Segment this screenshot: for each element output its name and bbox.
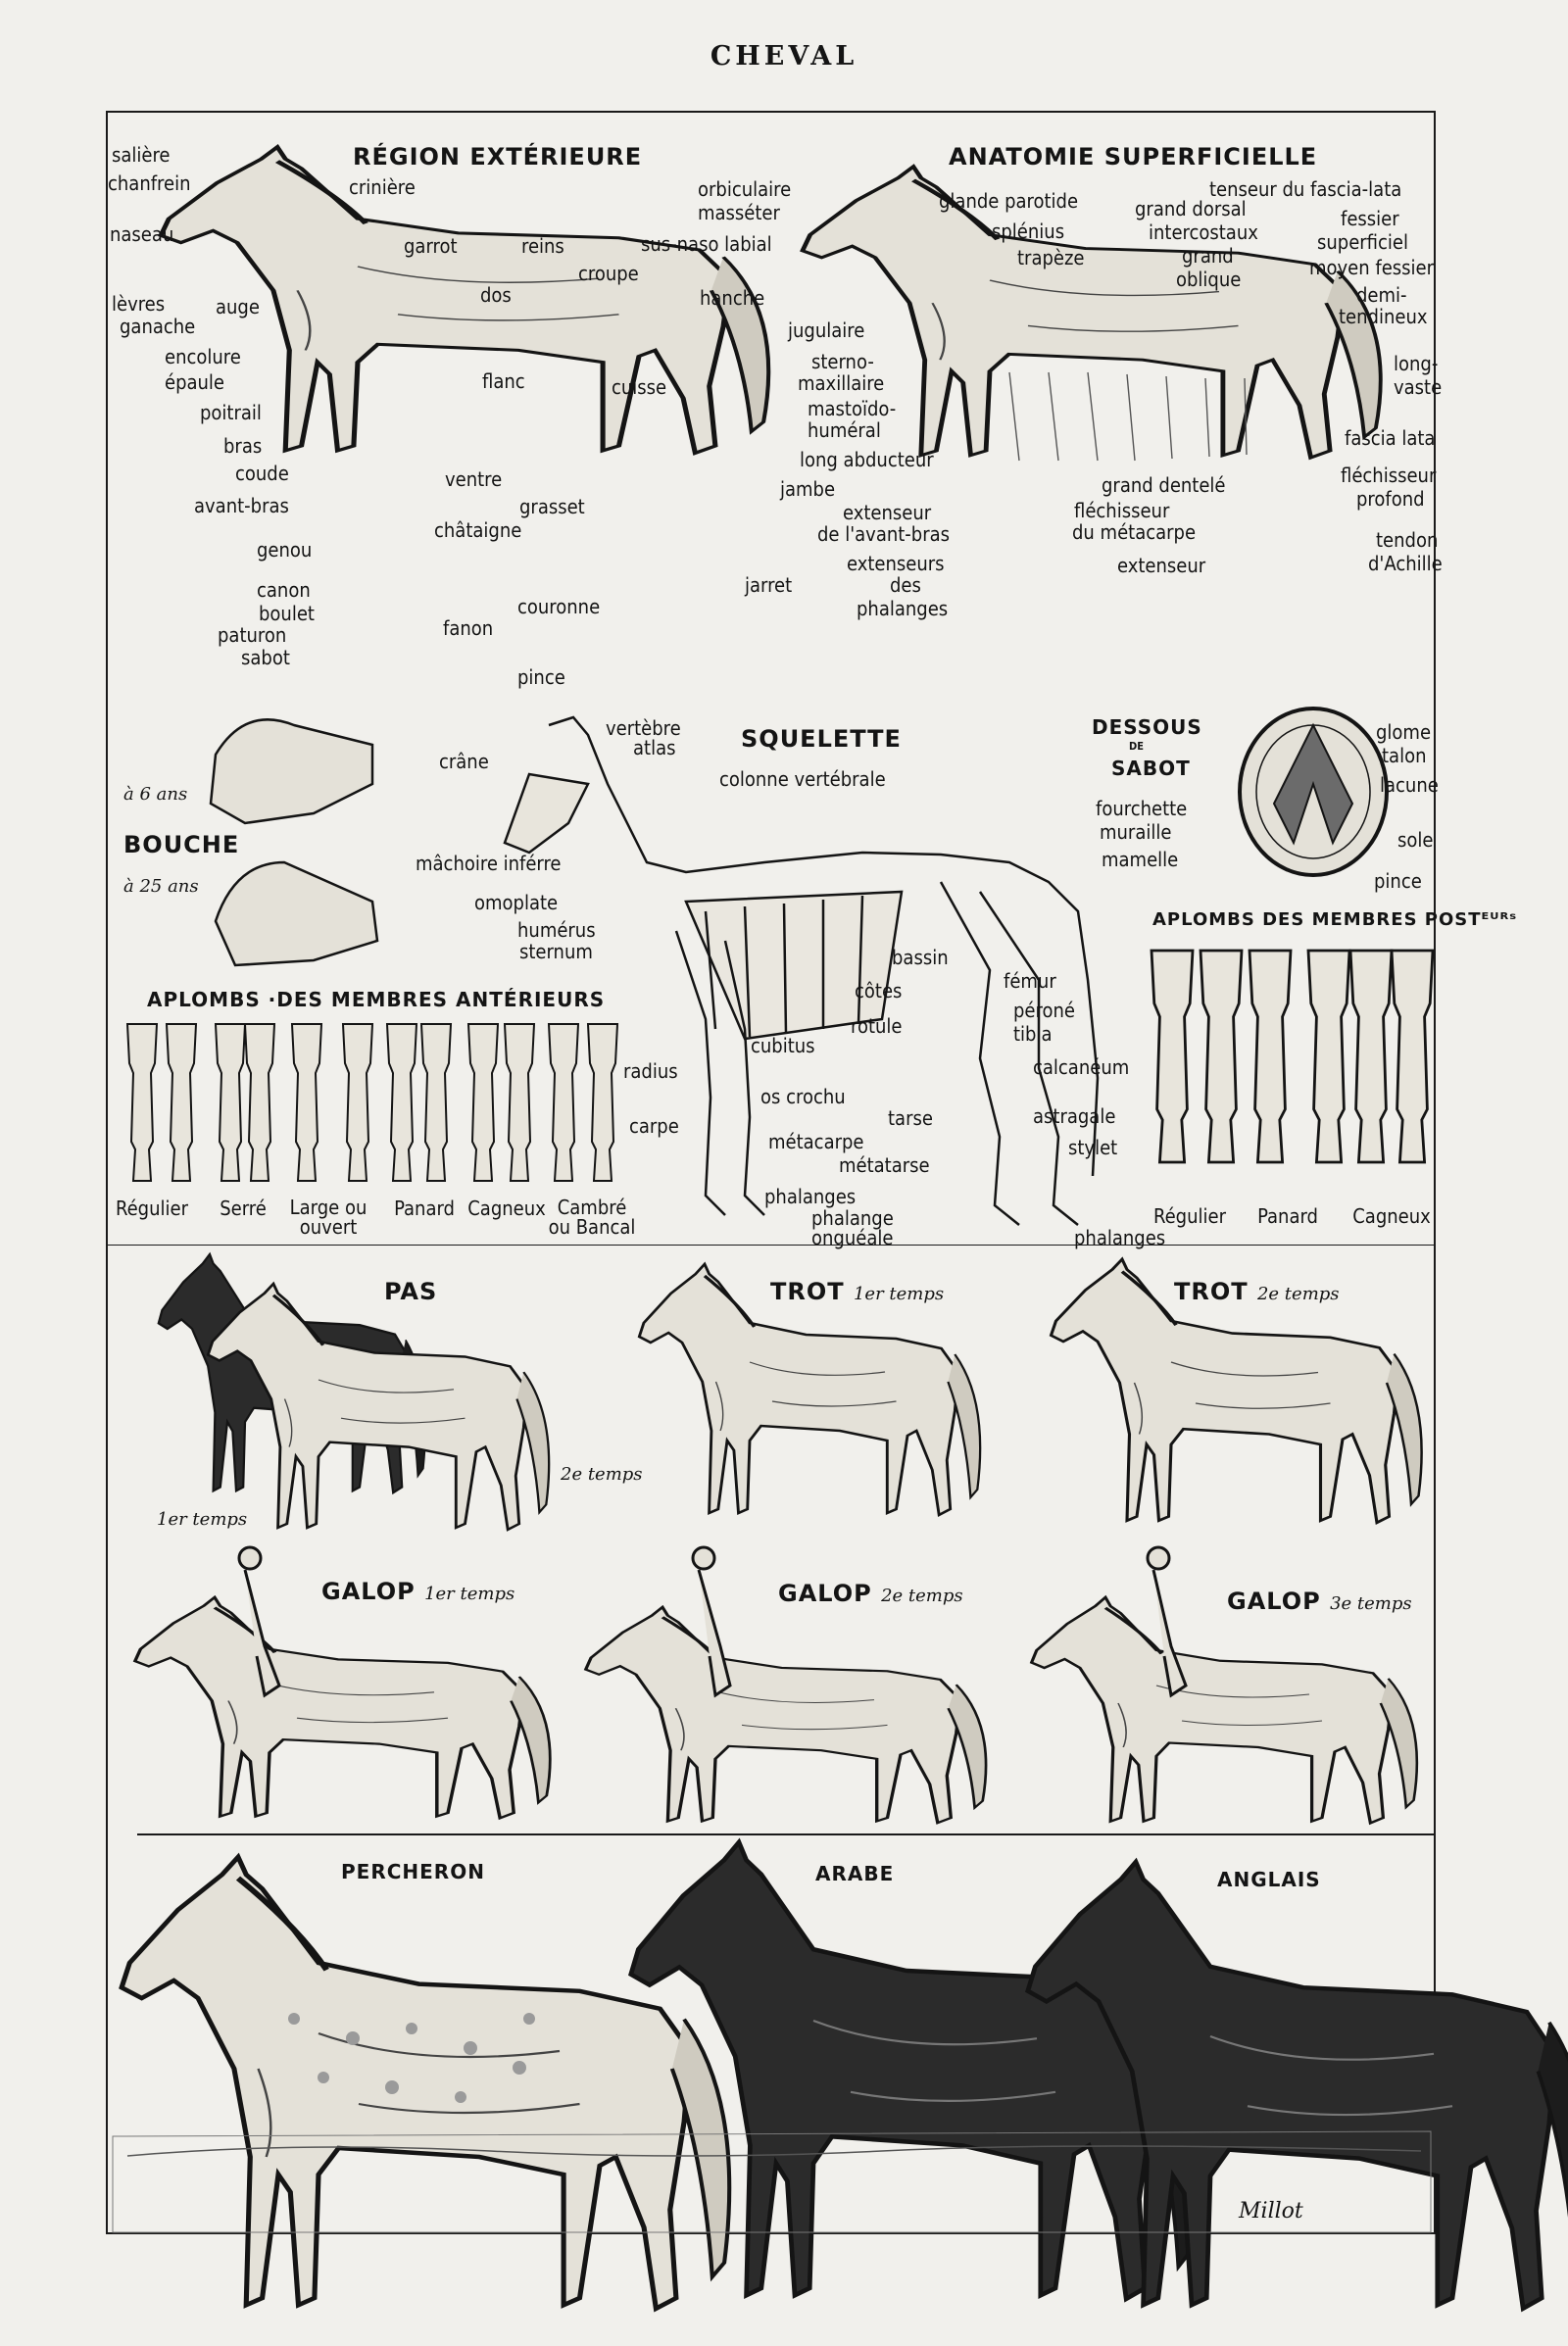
label-profond: profond <box>1356 487 1425 511</box>
gait-galop-t2: 2e temps <box>881 1586 963 1606</box>
label-epaule: épaule <box>165 370 225 394</box>
label-cubitus: cubitus <box>751 1034 815 1057</box>
label-garrot: garrot <box>404 234 458 258</box>
gait-trot-2-heading <box>1174 1278 1340 1305</box>
label-long: long- <box>1394 352 1439 375</box>
label-os-crochu: os crochu <box>760 1085 846 1108</box>
label-moyen-fessier: moyen fessier <box>1309 256 1434 279</box>
label-extenseur-2: extenseur <box>1117 554 1206 577</box>
label-hanche: hanche <box>700 286 765 310</box>
label-de-lavant-bras: de l'avant-bras <box>817 522 951 546</box>
mouth-age-6: à 6 ans <box>123 784 188 805</box>
label-lacune: lacune <box>1380 773 1439 797</box>
label-chataigne: châtaigne <box>434 518 522 542</box>
label-fourchette: fourchette <box>1096 797 1188 820</box>
label-tendineux: tendineux <box>1339 305 1428 328</box>
label-grasset: grasset <box>519 495 585 518</box>
label-extenseurs: extenseurs <box>847 552 945 575</box>
label-jarret: jarret <box>745 573 793 597</box>
gait-trot-t1: 1er temps <box>853 1284 945 1304</box>
label-ganache: ganache <box>120 315 196 338</box>
rear-aplomb-cagneux: Cagneux <box>1352 1204 1431 1228</box>
label-croupe: croupe <box>578 262 639 285</box>
label-paturon: paturon <box>218 623 287 647</box>
page-title: CHEVAL <box>710 41 858 72</box>
label-radius: radius <box>623 1059 678 1083</box>
label-fanon: fanon <box>443 616 494 640</box>
label-talon: talon <box>1382 744 1427 767</box>
front-aplomb-cagneux: Cagneux <box>467 1197 546 1220</box>
label-humerus: humérus <box>517 918 596 942</box>
gait-pas-heading: PAS <box>384 1278 438 1305</box>
label-auge: auge <box>216 295 260 318</box>
front-aplomb-cambre: Cambré ou Bancal <box>548 1196 636 1239</box>
label-tibia: tibia <box>1013 1022 1053 1046</box>
gait-galop-t3: 3e temps <box>1330 1593 1412 1614</box>
label-fessier: fessier <box>1341 207 1399 230</box>
label-pince: pince <box>517 665 565 689</box>
gait-galop-t1: 1er temps <box>424 1584 515 1604</box>
hoof-heading-2: SABOT <box>1111 757 1191 780</box>
label-cotes: côtes <box>855 979 903 1002</box>
label-bassin: bassin <box>892 946 949 969</box>
label-carpe: carpe <box>629 1114 679 1138</box>
label-metacarpe: métacarpe <box>768 1130 864 1153</box>
breed-percheron: PERCHERON <box>341 1860 485 1883</box>
galop-1-horse <box>135 1597 551 1818</box>
label-maxillaire: maxillaire <box>798 371 885 395</box>
label-calcaneum: calcanéum <box>1033 1055 1130 1079</box>
label-intercostaux: intercostaux <box>1149 220 1258 244</box>
gait-trot-1-heading <box>770 1278 944 1305</box>
gait-galop-3-heading <box>1227 1588 1412 1615</box>
label-omoplate: omoplate <box>474 891 559 914</box>
label-dos: dos <box>480 283 512 307</box>
gait-galop-2-heading <box>778 1580 963 1607</box>
label-sole: sole <box>1397 828 1434 852</box>
rear-aplombs-legs <box>1152 951 1433 1162</box>
label-jugulaire: jugulaire <box>788 318 865 342</box>
label-poitrail: poitrail <box>200 401 262 424</box>
label-superficiel: superficiel <box>1317 230 1408 254</box>
front-aplomb-panard: Panard <box>394 1197 455 1220</box>
label-tenseur-fascia-lata: tenseur du fascia-lata <box>1209 177 1402 201</box>
label-rotule: rotule <box>851 1014 903 1038</box>
label-phalanges-1: phalanges <box>764 1185 857 1208</box>
label-flechisseur-1: fléchisseur <box>1341 464 1437 487</box>
label-cuisse: cuisse <box>612 375 667 399</box>
gait-galop-label-2: GALOP <box>778 1580 872 1607</box>
label-grand-dorsal: grand dorsal <box>1135 197 1247 220</box>
artist-signature: Millot <box>1239 2199 1303 2224</box>
label-extenseur-1: extenseur <box>843 501 932 524</box>
label-metatarse: métatarse <box>839 1153 930 1177</box>
label-phalanges-2: phalanges <box>1074 1226 1166 1249</box>
label-mastoido: mastoïdo- <box>808 397 897 420</box>
label-mamelle: mamelle <box>1102 848 1179 871</box>
label-du-metacarpe: du métacarpe <box>1072 520 1197 544</box>
front-aplomb-serre: Serré <box>220 1197 267 1220</box>
gait-galop-label-1: GALOP <box>321 1578 416 1605</box>
hoof-heading-de: DE <box>1129 740 1144 753</box>
front-aplombs-heading: APLOMBS ·DES MEMBRES ANTÉRIEURS <box>147 988 606 1011</box>
label-humeral: huméral <box>808 418 881 442</box>
label-ongueale: onguéale <box>811 1226 894 1249</box>
front-aplombs-legs <box>127 1024 617 1181</box>
label-splenius: splénius <box>992 220 1065 243</box>
label-encolure: encolure <box>165 345 241 368</box>
label-boulet: boulet <box>259 602 315 625</box>
label-phalanges-ext: phalanges <box>857 597 949 620</box>
label-trapeze: trapèze <box>1017 246 1085 269</box>
label-vaste: vaste <box>1394 375 1443 399</box>
label-fascia-lata: fascia lata <box>1345 426 1436 450</box>
label-masseter: masséter <box>698 201 780 224</box>
gait-trot-label-1: TROT <box>770 1278 845 1305</box>
label-femur: fémur <box>1004 969 1056 993</box>
label-tendon: tendon <box>1376 528 1439 552</box>
label-grand: grand <box>1182 244 1234 268</box>
label-muraille: muraille <box>1100 820 1172 844</box>
label-reins: reins <box>521 234 564 258</box>
label-glome: glome <box>1376 720 1432 744</box>
label-demi: demi- <box>1356 283 1407 307</box>
mouth-6-drawing <box>211 719 372 823</box>
galop-2-horse <box>586 1607 986 1823</box>
label-long-abducteur: long abducteur <box>800 448 934 471</box>
gait-pas-t1: 1er temps <box>157 1509 248 1530</box>
label-sus-naso-labial: sus-naso labial <box>641 232 772 256</box>
rear-aplombs-heading: APLOMBS DES MEMBRES POSTᴱᵁᴿˢ <box>1152 909 1518 930</box>
label-avant-bras: avant-bras <box>194 494 289 517</box>
label-sabot: sabot <box>241 646 290 669</box>
label-glande-parotide: glande parotide <box>939 189 1079 213</box>
hoof-heading-1: DESSOUS <box>1092 715 1202 739</box>
rear-aplomb-regulier: Régulier <box>1153 1204 1226 1228</box>
front-aplomb-large: Large ou ouvert <box>289 1196 368 1239</box>
label-perone: péroné <box>1013 999 1075 1022</box>
skeleton-heading: SQUELETTE <box>741 725 902 753</box>
label-machoire: mâchoire inférre <box>416 852 562 875</box>
label-genou: genou <box>257 538 313 562</box>
label-stylet: stylet <box>1068 1136 1118 1159</box>
label-levres: lèvres <box>112 292 166 316</box>
anatomy-heading: ANATOMIE SUPERFICIELLE <box>949 143 1318 171</box>
label-sternum: sternum <box>519 940 593 963</box>
label-colonne-vertebrale: colonne vertébrale <box>719 767 886 791</box>
gait-pas-t2: 2e temps <box>561 1464 643 1485</box>
label-tarse: tarse <box>888 1106 933 1130</box>
label-sterno: sterno- <box>811 350 874 373</box>
label-astragale: astragale <box>1033 1104 1116 1128</box>
front-aplomb-regulier: Régulier <box>116 1197 188 1220</box>
label-flanc: flanc <box>482 369 525 393</box>
label-atlas: atlas <box>633 736 676 759</box>
label-vertebre: vertèbre <box>606 716 681 740</box>
label-crane: crâne <box>439 750 489 773</box>
label-achille: d'Achille <box>1368 552 1443 575</box>
mouth-age-25: à 25 ans <box>123 876 199 897</box>
hoof-drawing <box>1240 709 1387 875</box>
percheron-horse <box>122 1857 729 2309</box>
galop-3-horse <box>1032 1597 1417 1823</box>
exterior-heading: RÉGION EXTÉRIEURE <box>353 143 643 171</box>
mouth-heading: BOUCHE <box>123 831 240 858</box>
gait-trot-t2: 2e temps <box>1256 1284 1340 1304</box>
label-flechisseur-2: fléchisseur <box>1074 499 1170 522</box>
label-chanfrein: chanfrein <box>108 171 191 195</box>
label-orbiculaire: orbiculaire <box>698 177 792 201</box>
gait-galop-1-heading <box>321 1578 514 1605</box>
label-ventre: ventre <box>445 467 503 491</box>
label-grand-dentele: grand dentelé <box>1102 473 1226 497</box>
label-pince-sabot: pince <box>1374 869 1422 893</box>
breed-arabe: ARABE <box>815 1862 895 1885</box>
label-oblique: oblique <box>1176 268 1242 291</box>
label-phalange: phalange <box>811 1206 894 1230</box>
label-naseau: naseau <box>110 222 174 246</box>
gait-trot-label-2: TROT <box>1174 1278 1249 1305</box>
label-des: des <box>890 573 921 597</box>
label-jambe: jambe <box>780 477 836 501</box>
label-bras: bras <box>223 434 263 458</box>
label-criniere: crinière <box>349 175 416 199</box>
rear-aplomb-panard: Panard <box>1257 1204 1318 1228</box>
label-saliere: salière <box>112 143 171 167</box>
label-coude: coude <box>235 462 289 485</box>
mouth-25-drawing <box>216 862 377 965</box>
breed-anglais: ANGLAIS <box>1217 1868 1321 1891</box>
label-canon: canon <box>257 578 311 602</box>
label-couronne: couronne <box>517 595 601 618</box>
gait-galop-label-3: GALOP <box>1227 1588 1321 1615</box>
